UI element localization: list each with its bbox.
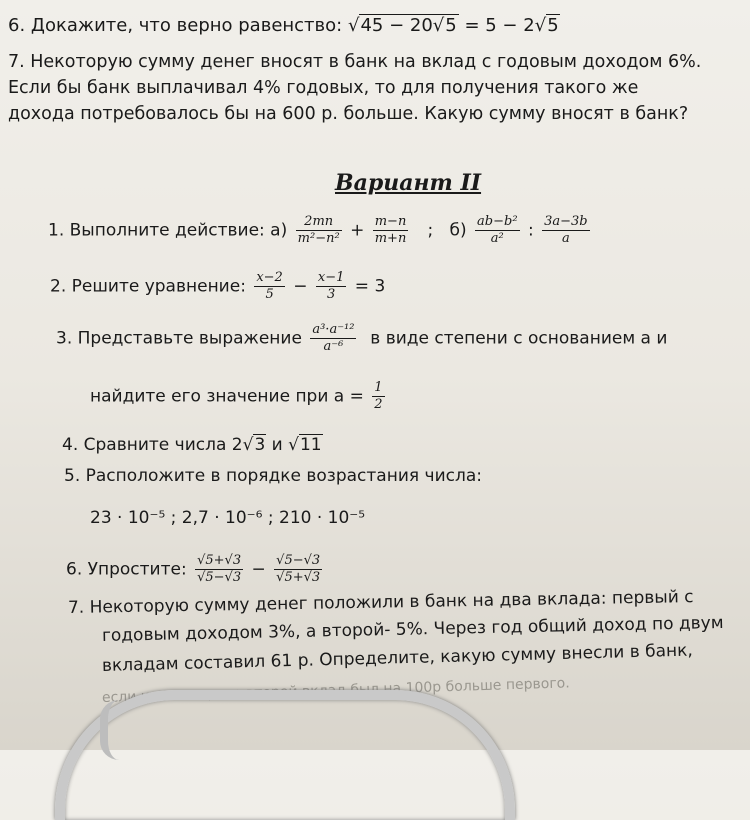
task-4-text: 4. Сравните числа 2 [62,435,243,455]
operator: : [527,220,534,241]
fraction [372,380,384,413]
numerator: 1 [374,380,383,395]
separator: ; [427,220,434,241]
task-3-line2-text: найдите его значение при a = [90,386,364,407]
variant-title: Вариант II [335,170,482,196]
operator: − [251,559,266,580]
task-5: 5. Расположите в порядке возрастания числа: [64,466,482,486]
problem-6-text: 6. Докажите, что верно равенство: [8,15,343,36]
task-6 [66,553,325,586]
equation-rhs: = 3 [354,276,386,297]
numerator: ab−b² [477,214,518,229]
task-3-tail: в виде степени с основанием a и [370,328,668,349]
radicand: 45 − 20 [360,15,433,36]
task-3 [56,322,667,355]
task-1-text: 1. Выполните действие: а) [48,220,288,241]
part-b-label: б) [449,220,467,241]
task-1 [48,214,593,247]
fraction [274,553,322,586]
denominator: √5+√3 [276,570,321,585]
task-4: 4. Сравните числа 2√3 и √11 [62,435,322,455]
denominator: 2 [374,397,383,412]
fraction [296,214,342,247]
task-5-numbers: 23 · 10⁻⁵ ; 2,7 · 10⁻⁶ ; 210 · 10⁻⁵ [90,508,366,528]
denominator: 3 [327,287,336,302]
operator: − [293,276,308,297]
denominator: a² [490,231,504,246]
fraction [475,214,520,247]
denominator: 5 [265,287,274,302]
fraction [310,322,356,355]
denominator: a [561,231,570,246]
rhs: = 5 − 2 [458,15,535,36]
wire-stand-loop [100,700,138,760]
task-7-line3: вкладам составил 61 р. Определите, какую сумму внесли в банк, [101,640,694,676]
fraction [254,270,285,303]
denominator: m²−n² [297,231,340,246]
sqrt-expression: √45 − 20√5 [347,15,457,36]
conjunction: и [266,435,289,455]
denominator: √5−√3 [197,570,242,585]
numerator: √5−√3 [276,553,321,568]
fraction [316,270,347,303]
rhs-radicand: 5 [547,15,559,36]
fraction [542,214,590,247]
numerator: √5+√3 [197,553,242,568]
inner-radicand: 5 [445,15,457,36]
numerator: 3a−3b [544,214,588,229]
numerator: x−2 [256,270,283,285]
numerator: x−1 [317,270,345,285]
task-7-line2: годовым доходом 3%, а второй- 5%. Через год общий доход по двум [101,612,724,646]
problem-7-line1: 7. Некоторую сумму денег вносят в банк на вклад с годовым доходом 6%. [8,52,702,72]
task-3-text: 3. Представьте выражение [56,328,302,349]
task-6-text: 6. Упростите: [66,559,187,580]
numerator: a³·a⁻¹² [312,322,355,337]
radicand: 11 [299,435,322,455]
fraction [373,214,409,247]
fraction [195,553,243,586]
problem-7-line3: дохода потребовалось бы на 600 р. больше. Какую сумму вносят в банк? [8,104,689,124]
task-2 [50,270,385,303]
operator: + [350,220,365,241]
numerator: m−n [374,214,407,229]
denominator: a⁻⁶ [323,339,344,354]
task-7-line1: 7. Некоторую сумму денег положили в банк на два вклада: первый с [67,587,694,618]
radicand: 3 [254,435,266,455]
denominator: m+n [374,231,407,246]
task-3-line2 [90,380,388,413]
numerator: 2mn [296,214,342,231]
task-7-line4: если известно, что второй вклад был на 100р больше первого. [101,675,570,706]
task-2-text: 2. Решите уравнение: [50,276,246,297]
problem-6-prev: 6. Докажите, что верно равенство: √45 − 20√5 = 5 − 2√5 [8,15,559,36]
problem-7-line2: Если бы банк выплачивал 4% годовых, то для получения такого же [8,78,639,98]
